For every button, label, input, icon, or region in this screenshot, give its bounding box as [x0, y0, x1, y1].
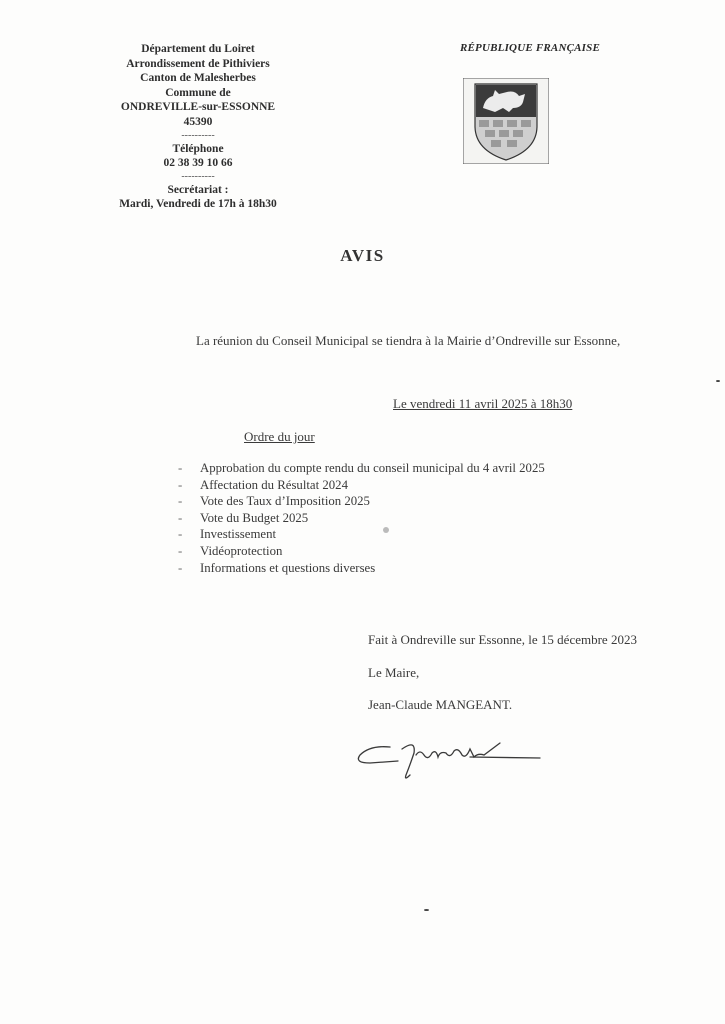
scan-speck: [383, 527, 389, 533]
mayor-name: Jean-Claude MANGEANT.: [368, 697, 513, 712]
header-separator: ----------: [181, 170, 215, 182]
agenda-item: Informations et questions diverses: [200, 560, 376, 575]
republic-header: RÉPUBLIQUE FRANÇAISE: [459, 42, 600, 54]
list-item: [178, 543, 545, 560]
secretariat-label: Secrétariat :: [167, 183, 229, 196]
list-item: [178, 510, 545, 527]
list-item: [178, 526, 545, 543]
scan-speck: [424, 909, 429, 911]
header-department: Département du Loiret: [141, 43, 255, 55]
header-commune-name: ONDREVILLE-sur-ESSONNE: [120, 101, 276, 114]
agenda-item: Investissement: [200, 527, 277, 542]
closing-role: Le Maire,: [368, 665, 420, 680]
meeting-date: Le vendredi 11 avril 2025 à 18h30: [393, 396, 573, 411]
list-item: [178, 493, 545, 510]
header-postcode: 45390: [183, 115, 213, 128]
agenda-item: Vote du Budget 2025: [200, 510, 309, 525]
list-item: [178, 477, 545, 494]
phone-label: Téléphone: [172, 142, 224, 155]
signature-image: [350, 735, 550, 785]
list-item: [178, 560, 545, 577]
agenda-item: Affectation du Résultat 2024: [200, 477, 348, 492]
agenda-title: Ordre du jour: [244, 429, 315, 444]
header-canton: Canton de Malesherbes: [140, 72, 256, 85]
agenda-item: Vote des Taux d’Imposition 2025: [200, 494, 370, 509]
bullet: -: [178, 527, 183, 542]
secretariat-hours: Mardi, Vendredi de 17h à 18h30: [119, 198, 277, 211]
header-commune-label: Commune de: [165, 86, 231, 99]
header-arrondissement: Arrondissement de Pithiviers: [126, 57, 270, 70]
bullet: -: [178, 560, 183, 575]
phone-number: 02 38 39 10 66: [163, 157, 233, 170]
meeting-intro: La réunion du Conseil Municipal se tiendra à la Mairie d’Ondreville sur Essonne,: [196, 333, 621, 348]
coat-of-arms-icon: [463, 78, 549, 164]
agenda-item: Approbation du compte rendu du conseil municipal du 4 avril 2025: [200, 461, 545, 475]
bullet: -: [178, 461, 183, 475]
scan-speck: [716, 380, 720, 382]
notice-title: AVIS: [340, 246, 385, 265]
list-item: [178, 460, 545, 477]
agenda-item: Vidéoprotection: [200, 543, 283, 558]
bullet: -: [178, 510, 183, 525]
bullet: -: [178, 494, 183, 509]
header-separator: ----------: [181, 129, 215, 141]
bullet: -: [178, 477, 183, 492]
bullet: -: [178, 543, 183, 558]
closing-place-date: Fait à Ondreville sur Essonne, le 15 décembre 2023: [368, 632, 637, 647]
agenda-list: [178, 460, 545, 576]
mairie-header: [88, 42, 308, 212]
